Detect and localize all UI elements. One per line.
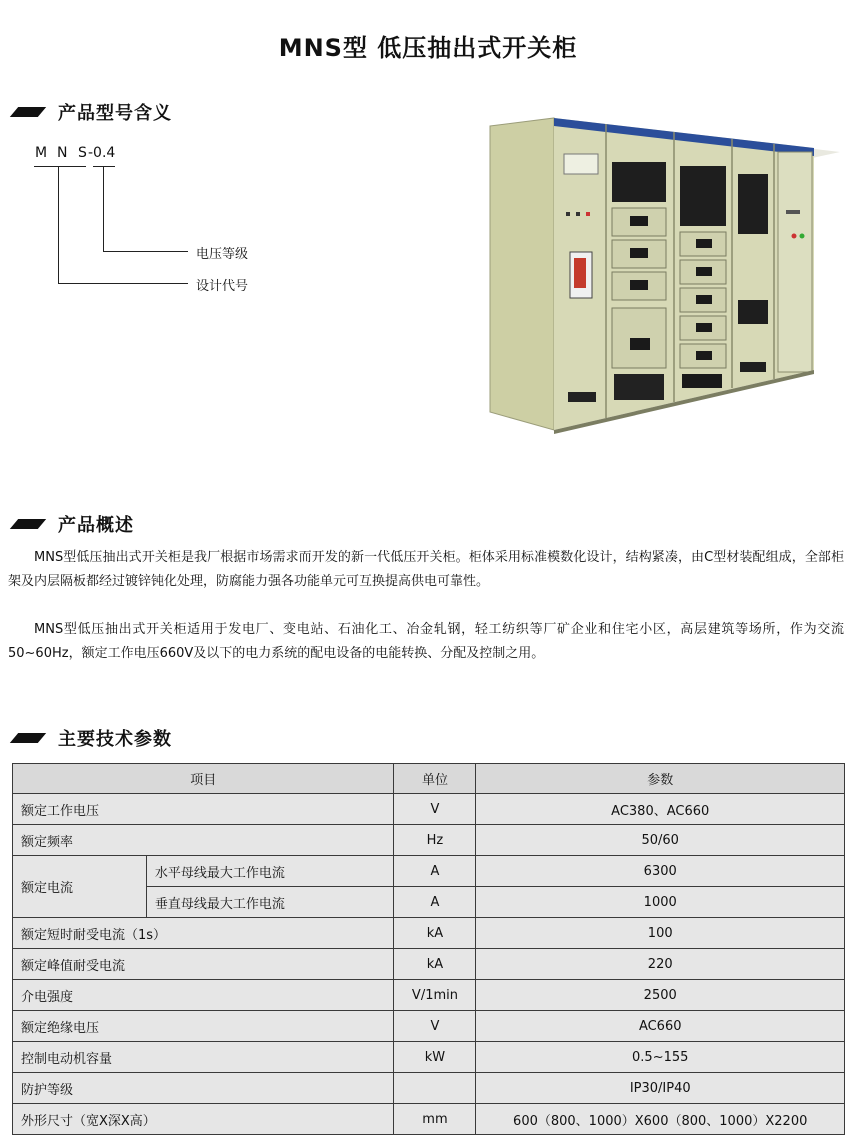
section-title: 主要技术参数 bbox=[58, 729, 172, 750]
model-char-m: M bbox=[35, 145, 48, 161]
table-row: 介电强度 V/1min 2500 bbox=[13, 980, 845, 1011]
section-marker-icon bbox=[10, 733, 46, 743]
model-char-s: S bbox=[78, 145, 87, 161]
table-row: 防护等级 IP30/IP40 bbox=[13, 1073, 845, 1104]
tech-params-table bbox=[12, 763, 845, 1135]
label-voltage-level: 电压等级 bbox=[196, 247, 249, 262]
table-row: 额定绝缘电压 V AC660 bbox=[13, 1011, 845, 1042]
table-row: 额定峰值耐受电流 kA 220 bbox=[13, 949, 845, 980]
header-unit: 单位 bbox=[394, 764, 476, 794]
page-title: MNS型 低压抽出式开关柜 bbox=[278, 34, 578, 62]
switchgear-cabinet-image bbox=[484, 112, 840, 434]
table-header-row bbox=[13, 764, 845, 794]
header-value: 参数 bbox=[476, 764, 845, 794]
table-row: 外形尺寸（宽X深X高） mm 600（800、1000）X600（800、1000）X2200 bbox=[13, 1104, 845, 1135]
model-char-voltage: -0.4 bbox=[88, 145, 116, 161]
section-heading-overview bbox=[14, 511, 134, 537]
model-char-n: N bbox=[57, 145, 68, 161]
section-marker-icon bbox=[10, 519, 46, 529]
section-title: 产品型号含义 bbox=[58, 103, 172, 124]
section-title: 产品概述 bbox=[58, 515, 134, 536]
overview-paragraph-2: MNS型低压抽出式开关柜适用于发电厂、变电站、石油化工、冶金轧钢，轻工纺织等厂矿企业和住宅小区，高层建筑等场所，作为交流50~60Hz，额定工作电压660V及以下的电力系统的配电设备的电能转换、分配及控制之用。 bbox=[8, 622, 844, 661]
header-item: 项目 bbox=[13, 764, 394, 794]
model-meaning-diagram bbox=[0, 0, 300, 300]
table-row: 垂直母线最大工作电流 A 1000 bbox=[13, 887, 845, 918]
overview-paragraph-1: MNS型低压抽出式开关柜是我厂根据市场需求而开发的新一代低压开关柜。柜体采用标准模数化设计，结构紧凑，由C型材装配组成，全部柜架及内层隔板都经过镀锌钝化处理，防腐能力强各功能单元可互换提高供电可靠性。 bbox=[8, 550, 844, 589]
section-heading-tech-params bbox=[14, 725, 172, 751]
table-row: 额定工作电压 V AC380、AC660 bbox=[13, 794, 845, 825]
table-row: 额定短时耐受电流（1s） kA 100 bbox=[13, 918, 845, 949]
table-row: 额定电流 水平母线最大工作电流 A 6300 bbox=[13, 856, 845, 887]
table-row: 控制电动机容量 kW 0.5~155 bbox=[13, 1042, 845, 1073]
label-design-code: 设计代号 bbox=[196, 279, 249, 294]
table-row: 额定频率 Hz 50/60 bbox=[13, 825, 845, 856]
